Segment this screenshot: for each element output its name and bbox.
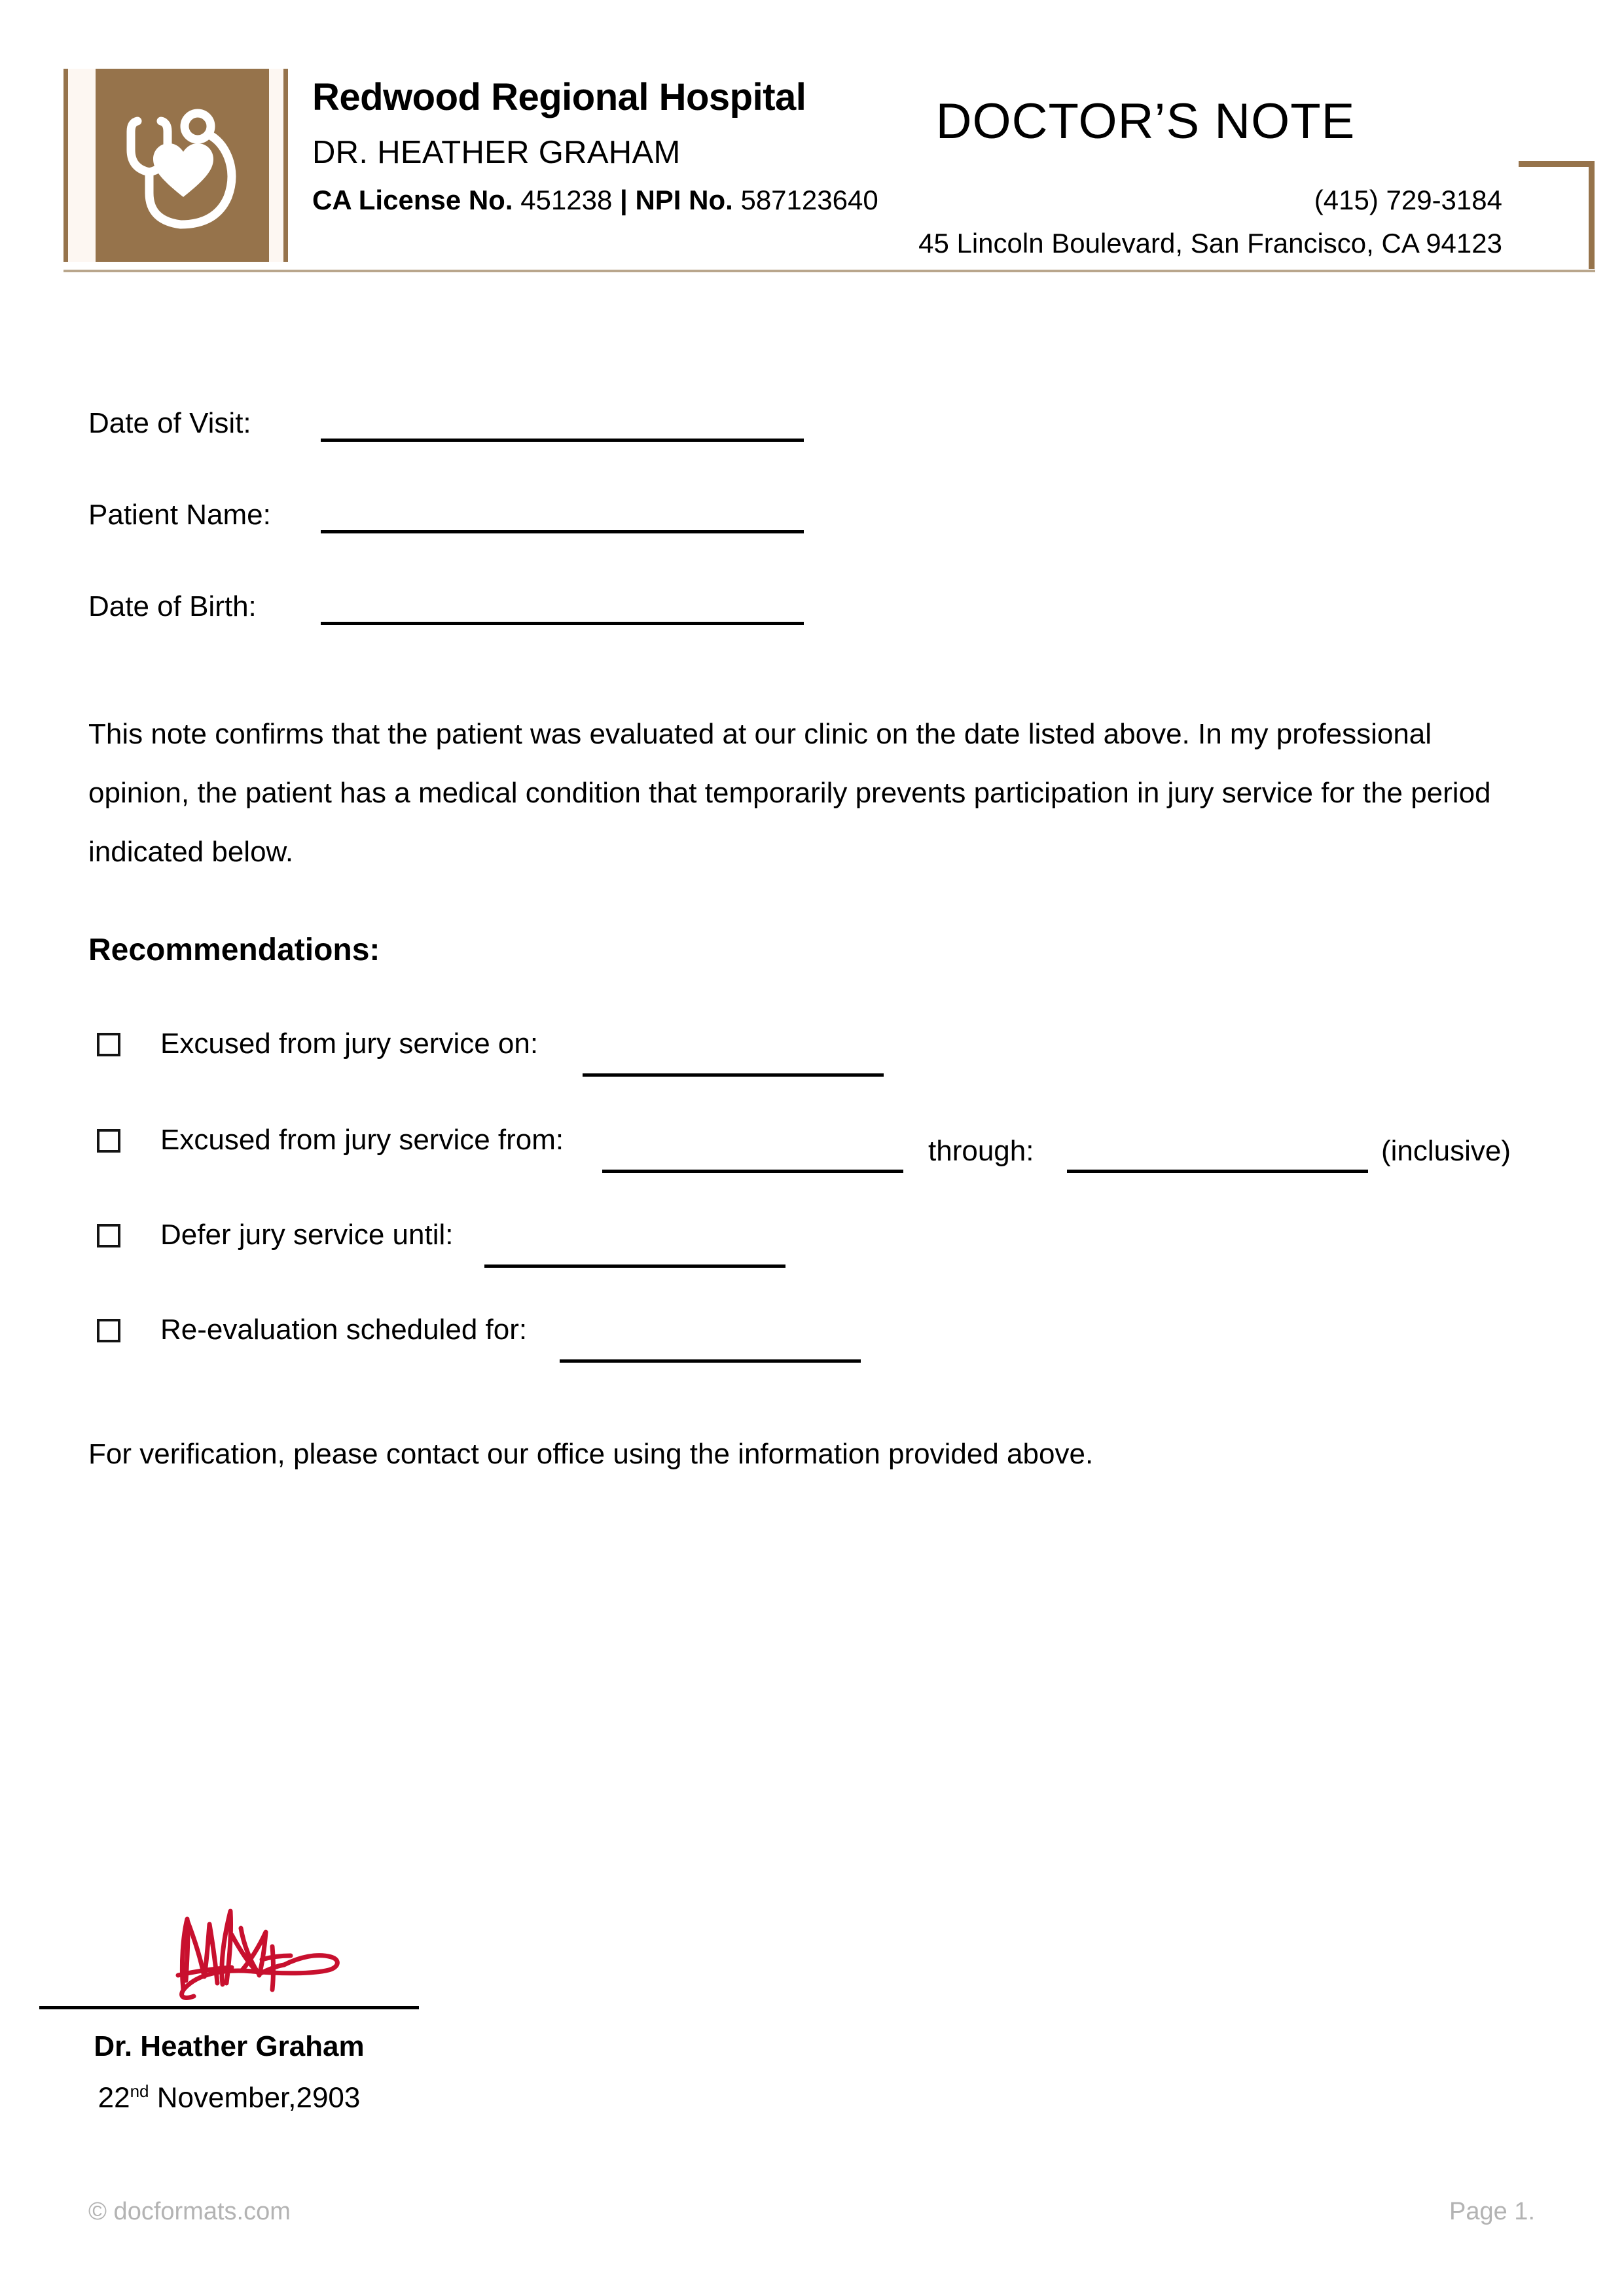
doctor-name: DR. HEATHER GRAHAM — [312, 135, 681, 170]
field-input-excused-through-date[interactable] — [1067, 1170, 1368, 1173]
field-input-date-of-birth[interactable] — [321, 622, 804, 625]
npi-number: 587123640 — [740, 185, 878, 215]
recommendation-label-excused-on: Excused from jury service on: — [160, 1028, 539, 1060]
header-right-accent-rule — [283, 69, 288, 262]
npi-label: NPI No. — [635, 185, 733, 215]
recommendations-heading: Recommendations: — [88, 933, 380, 967]
header-left-accent-rule — [63, 69, 68, 262]
doctor-signature-icon — [144, 1892, 399, 2013]
signature-date-day: 22 — [98, 2081, 130, 2114]
field-label-date-of-visit: Date of Visit: — [88, 407, 251, 439]
hospital-name: Redwood Regional Hospital — [312, 76, 806, 118]
recommendation-label-reevaluation: Re-evaluation scheduled for: — [160, 1314, 528, 1346]
checkbox-excused-on[interactable] — [97, 1033, 120, 1056]
header-divider — [63, 270, 1595, 272]
header-cream-band-left — [68, 69, 96, 262]
verification-text: For verification, please contact our office using the information provided above. — [88, 1438, 1094, 1470]
field-input-excused-on-date[interactable] — [583, 1073, 884, 1077]
checkbox-reevaluation[interactable] — [97, 1319, 120, 1342]
recommendation-label-inclusive: (inclusive) — [1381, 1135, 1511, 1167]
header-cream-band-right — [269, 69, 283, 262]
license-label: CA License No. — [312, 185, 513, 215]
checkbox-defer-until[interactable] — [97, 1224, 120, 1247]
footer-page-number: Page 1. — [1449, 2198, 1535, 2225]
signature-date-rest: November,2903 — [149, 2081, 361, 2114]
checkbox-excused-from-through[interactable] — [97, 1129, 120, 1153]
field-input-reevaluation-date[interactable] — [560, 1359, 861, 1363]
license-separator: | — [620, 185, 628, 215]
office-phone: (415) 729-3184 — [1314, 185, 1502, 215]
field-input-excused-from-date[interactable] — [602, 1170, 903, 1173]
office-address: 45 Lincoln Boulevard, San Francisco, CA 94123 — [918, 228, 1502, 259]
body-paragraph: This note confirms that the patient was evaluated at our clinic on the date listed above. In my professional opinion, the patient has a medical condition that temporarily prevents participation in jury service for the period indicated below. — [88, 718, 1491, 868]
header-corner-accent-right — [1589, 161, 1595, 269]
signature-line — [39, 2006, 419, 2009]
field-input-date-of-visit[interactable] — [321, 439, 804, 442]
license-line — [312, 185, 878, 216]
page-title: DOCTOR’S NOTE — [935, 94, 1356, 149]
stethoscope-heart-icon — [113, 95, 253, 236]
hospital-logo — [96, 69, 269, 262]
signature-date-ordinal: nd — [130, 2081, 149, 2101]
document-header — [0, 0, 1624, 281]
footer-copyright: © docformats.com — [88, 2198, 291, 2225]
header-corner-accent-top — [1519, 161, 1594, 167]
signature-name: Dr. Heather Graham — [94, 2030, 365, 2062]
signature-block — [39, 1885, 497, 2147]
recommendation-label-excused-from: Excused from jury service from: — [160, 1124, 564, 1156]
field-label-patient-name: Patient Name: — [88, 499, 271, 531]
signature-date — [39, 2081, 419, 2115]
license-number: 451238 — [520, 185, 613, 215]
recommendation-label-through: through: — [928, 1135, 1034, 1167]
field-input-defer-until-date[interactable] — [484, 1265, 785, 1268]
field-input-patient-name[interactable] — [321, 530, 804, 533]
field-label-date-of-birth: Date of Birth: — [88, 590, 257, 622]
recommendation-label-defer-until: Defer jury service until: — [160, 1219, 454, 1251]
